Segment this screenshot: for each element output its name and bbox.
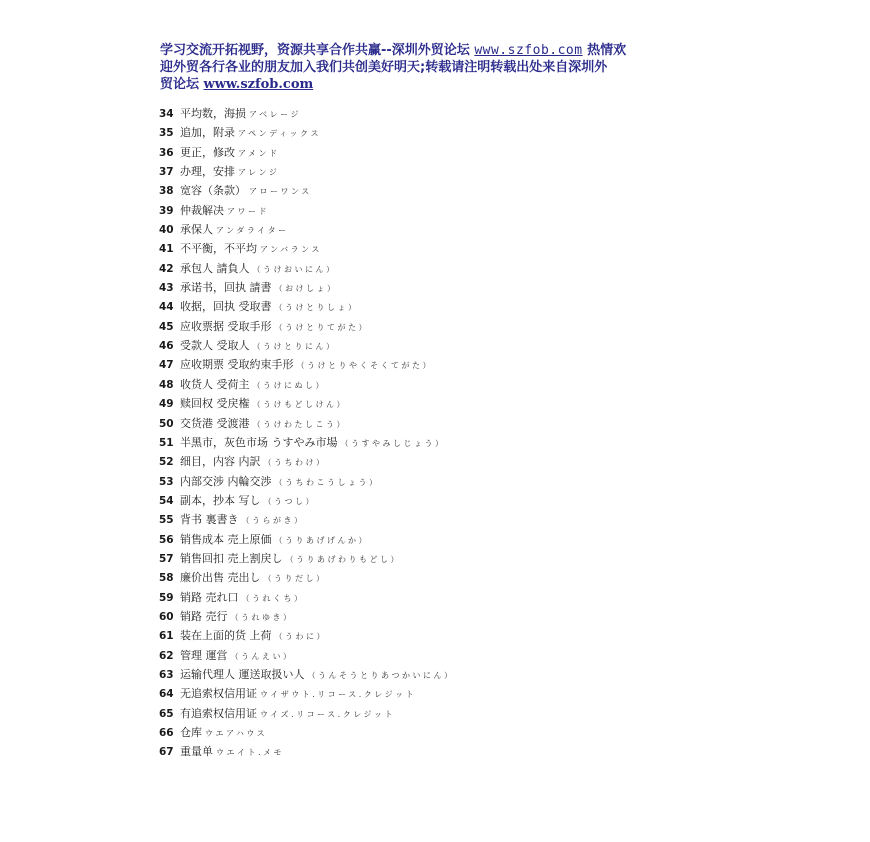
entry-term: 收货人 受荷主 — [180, 377, 250, 391]
list-item — [159, 530, 455, 549]
entry-reading: （うりあげげんか） — [274, 535, 369, 545]
list-item — [159, 355, 455, 374]
header-line-3 — [160, 76, 720, 93]
entry-reading: （うんそうとりあつかいにん） — [307, 670, 455, 680]
entry-reading: ウエアハウス — [205, 729, 268, 738]
entry-reading: ウイズ.リコース.クレジット — [260, 709, 396, 719]
entry-reading: （うけわたしこう） — [252, 419, 347, 429]
entry-term: 交货港 受渡港 — [180, 416, 250, 430]
list-item — [159, 723, 455, 742]
list-item — [159, 626, 455, 645]
list-item — [159, 220, 455, 239]
entry-reading: アワード — [227, 206, 269, 216]
entry-term: 背书 裏書き — [180, 513, 239, 527]
entry-term: 副本，抄本 写し — [180, 493, 261, 507]
entry-term: 销售成本 売上原価 — [180, 532, 272, 546]
entry-reading: （うちわこうしょう） — [274, 477, 380, 487]
list-item — [159, 665, 455, 684]
header-text-1-tail: 热情欢 — [582, 43, 627, 58]
entry-number: 49 — [159, 398, 174, 411]
glossary-list — [159, 104, 455, 762]
entry-term: 仲裁解决 — [180, 203, 224, 217]
entry-number: 60 — [159, 610, 174, 623]
entry-number: 34 — [159, 108, 174, 120]
list-item — [159, 588, 455, 607]
entry-number: 36 — [159, 146, 174, 159]
entry-number: 44 — [159, 301, 174, 314]
entry-reading: （うりあげわりもどし） — [285, 554, 401, 564]
entry-term: 销路 売れ口 — [180, 590, 239, 604]
list-item — [159, 143, 455, 162]
entry-number: 37 — [159, 166, 174, 179]
entry-term: 办理，安排 — [180, 165, 235, 179]
entry-number: 56 — [159, 533, 174, 546]
entry-number: 61 — [159, 630, 174, 643]
entry-term: 细目，内容 内訳 — [180, 455, 261, 469]
list-item — [159, 201, 455, 220]
list-item — [159, 239, 455, 258]
entry-term: 销路 売行 — [180, 609, 228, 623]
entry-term: 无追索权信用证 — [180, 687, 257, 701]
entry-number: 62 — [159, 649, 174, 662]
entry-number: 46 — [159, 340, 174, 353]
entry-reading: （うけとりしょ） — [274, 303, 359, 313]
entry-term: 承保人 — [180, 223, 213, 237]
entry-reading: ウエイト.メモ — [216, 748, 285, 758]
entry-reading: （うけとりにん） — [252, 342, 337, 352]
entry-number: 54 — [159, 494, 174, 507]
entry-number: 59 — [159, 591, 174, 604]
forum-link-2[interactable]: www.szfob.com — [203, 77, 314, 92]
entry-number: 35 — [159, 127, 174, 140]
entry-number: 57 — [159, 552, 174, 565]
entry-term: 有追索权信用证 — [180, 706, 257, 720]
list-item — [159, 181, 455, 200]
entry-number: 51 — [159, 436, 174, 449]
entry-term: 赎回权 受戻権 — [180, 397, 250, 411]
list-item — [159, 452, 455, 471]
entry-reading: （うすやみしじょう） — [340, 438, 446, 448]
header-line-2 — [160, 59, 720, 76]
list-item — [159, 414, 455, 433]
entry-term: 平均数，海损 — [180, 107, 246, 120]
entry-term: 应收票据 受取手形 — [180, 319, 272, 333]
entry-reading: アレンジ — [238, 168, 280, 178]
list-item — [159, 704, 455, 723]
entry-number: 63 — [159, 668, 174, 681]
list-item — [159, 568, 455, 587]
forum-link-1[interactable]: www.szfob.com — [474, 43, 583, 58]
list-item — [159, 394, 455, 413]
list-item — [159, 375, 455, 394]
list-item — [159, 607, 455, 626]
entry-term: 应收期票 受取約束手形 — [180, 358, 294, 372]
list-item — [159, 336, 455, 355]
list-item — [159, 491, 455, 510]
forum-header — [160, 42, 720, 93]
entry-reading: アベレージ — [249, 110, 302, 119]
list-item — [159, 123, 455, 142]
entry-reading: （うりだし） — [263, 574, 327, 584]
entry-term: 销售回扣 売上割戻し — [180, 551, 283, 565]
entry-reading: （うんえい） — [230, 651, 294, 661]
entry-term: 运输代理人 運送取扱い人 — [180, 667, 305, 681]
entry-term: 受款人 受取人 — [180, 339, 250, 353]
entry-reading: （うちわけ） — [263, 458, 327, 468]
entry-number: 39 — [159, 204, 174, 217]
entry-number: 38 — [159, 185, 174, 198]
entry-reading: アンバランス — [260, 245, 322, 255]
entry-reading: （おけしょ） — [274, 284, 338, 294]
entry-reading: ウイザウト.リコース.クレジット — [260, 690, 417, 700]
header-text-2: 迎外贸各行各业的朋友加入我们共创美好明天;转载请注明转载出处来自深圳外 — [160, 60, 608, 75]
list-item — [159, 259, 455, 278]
entry-number: 53 — [159, 475, 174, 488]
entry-number: 58 — [159, 572, 174, 585]
entry-reading: （うけもどしけん） — [252, 400, 347, 410]
entry-number: 45 — [159, 320, 174, 333]
header-text-3: 贸论坛 — [160, 77, 204, 92]
entry-term: 内部交涉 内輪交渉 — [180, 474, 272, 488]
entry-reading: （うけとりてがた） — [274, 322, 369, 332]
entry-number: 52 — [159, 456, 174, 469]
entry-term: 追加，附录 — [180, 126, 235, 140]
entry-reading: （うらがき） — [241, 516, 305, 526]
entry-number: 41 — [159, 243, 174, 256]
list-item — [159, 433, 455, 452]
entry-number: 42 — [159, 262, 174, 275]
entry-number: 48 — [159, 378, 174, 391]
entry-reading: （うれくち） — [241, 593, 305, 603]
list-item — [159, 646, 455, 665]
entry-number: 64 — [159, 688, 174, 701]
entry-number: 40 — [159, 224, 174, 237]
entry-number: 55 — [159, 514, 174, 527]
list-item — [159, 297, 455, 316]
list-item — [159, 472, 455, 491]
entry-number: 65 — [159, 707, 174, 720]
entry-number: 67 — [159, 746, 174, 759]
list-item — [159, 549, 455, 568]
entry-term: 廉价出售 売出し — [180, 571, 261, 585]
header-line-1 — [160, 42, 720, 59]
entry-term: 更正，修改 — [180, 145, 235, 159]
entry-reading: （うつし） — [263, 496, 316, 506]
entry-term: 宽容（条款） — [180, 184, 246, 198]
entry-reading: （うれゆき） — [230, 612, 294, 622]
entry-reading: アンダライター — [216, 226, 289, 236]
list-item — [159, 510, 455, 529]
entry-term: 管理 運営 — [180, 648, 228, 662]
entry-term: 承诺书，回执 請書 — [180, 281, 272, 295]
entry-reading: （うけにぬし） — [252, 380, 326, 390]
entry-reading: （うけとりやくそくてがた） — [296, 361, 433, 371]
entry-term: 承包人 請負人 — [180, 261, 250, 275]
entry-term: 仓库 — [180, 726, 202, 739]
entry-term: 收据，回执 受取書 — [180, 300, 272, 314]
entry-number: 43 — [159, 282, 174, 295]
entry-reading: アメンド — [238, 148, 280, 158]
entry-term: 半黑市，灰色市场 うすやみ市場 — [180, 435, 338, 449]
entry-reading: アペンディックス — [238, 129, 321, 139]
entry-number: 47 — [159, 359, 174, 372]
entry-term: 重量单 — [180, 745, 213, 759]
entry-number: 66 — [159, 727, 174, 739]
entry-number: 50 — [159, 417, 174, 430]
list-item — [159, 742, 455, 761]
list-item — [159, 162, 455, 181]
entry-reading: （うけおいにん） — [252, 264, 337, 274]
list-item — [159, 104, 455, 123]
header-text-1: 学习交流开拓视野，资源共享合作共赢--深圳外贸论坛 — [160, 43, 475, 58]
entry-reading: アローワンス — [249, 187, 312, 197]
entry-term: 装在上面的货 上荷 — [180, 629, 272, 643]
entry-term: 不平衡，不平均 — [180, 242, 257, 256]
list-item — [159, 317, 455, 336]
list-item — [159, 684, 455, 703]
entry-reading: （うわに） — [274, 632, 327, 642]
list-item — [159, 278, 455, 297]
